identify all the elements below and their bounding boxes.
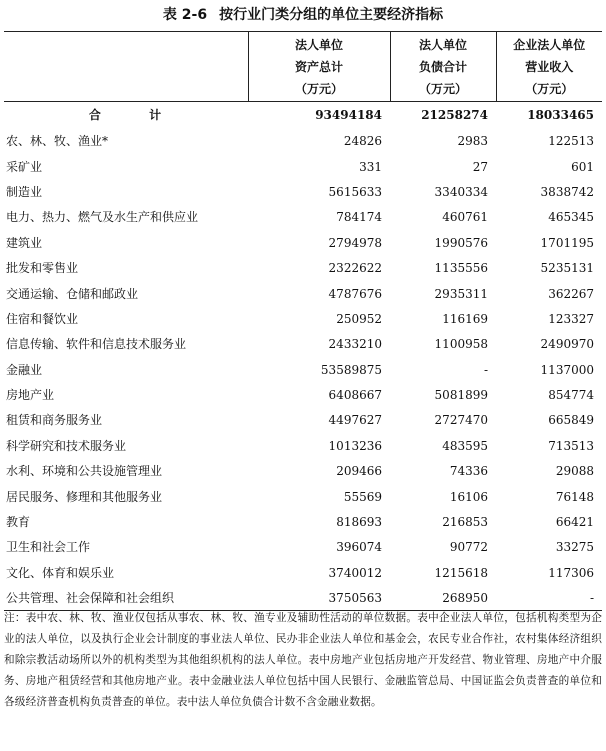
row-label: 建筑业 bbox=[6, 235, 43, 250]
value-cell: 713513 bbox=[548, 438, 594, 453]
value-cell: 331 bbox=[359, 159, 382, 174]
row-label: 住宿和餐饮业 bbox=[6, 311, 79, 326]
row-label: 制造业 bbox=[6, 184, 43, 199]
value-cell: 2322622 bbox=[328, 261, 382, 276]
table-header bbox=[4, 32, 602, 102]
table-row bbox=[4, 382, 602, 407]
value-cell: 116169 bbox=[442, 311, 488, 326]
row-label: 房地产业 bbox=[6, 388, 55, 403]
value-cell: 5615633 bbox=[328, 184, 382, 199]
table-title bbox=[0, 6, 606, 24]
table-row bbox=[4, 205, 602, 230]
row-label: 合 计 bbox=[88, 108, 184, 123]
value-cell: 209466 bbox=[336, 464, 382, 479]
value-cell: 33275 bbox=[555, 540, 594, 555]
value-cell: 53589875 bbox=[320, 362, 382, 377]
value-cell: - bbox=[483, 362, 488, 377]
value-cell: 5081899 bbox=[434, 388, 488, 403]
value-cell: 18033465 bbox=[527, 108, 594, 123]
value-cell: 1701195 bbox=[540, 235, 594, 250]
value-cell: 3838742 bbox=[540, 184, 594, 199]
value-cell: 1135556 bbox=[434, 261, 488, 276]
value-cell: 117306 bbox=[548, 565, 594, 580]
header-blank-cell bbox=[4, 32, 248, 102]
row-label: 采矿业 bbox=[6, 159, 43, 174]
value-cell: 21258274 bbox=[421, 108, 488, 123]
value-cell: 483595 bbox=[442, 438, 488, 453]
table-row bbox=[4, 459, 602, 484]
row-label: 租赁和商务服务业 bbox=[6, 413, 103, 428]
value-cell: 2490970 bbox=[540, 337, 594, 352]
table-row bbox=[4, 433, 602, 458]
value-cell: 4497627 bbox=[328, 413, 382, 428]
value-cell: 216853 bbox=[442, 515, 488, 530]
column-header-line: 营业收入 bbox=[525, 60, 574, 74]
table-row bbox=[4, 535, 602, 560]
value-cell: 2727470 bbox=[434, 413, 488, 428]
value-cell: 1215618 bbox=[434, 565, 488, 580]
value-cell: 16106 bbox=[449, 489, 488, 504]
column-header-unit: （万元） bbox=[525, 82, 574, 96]
value-cell: 268950 bbox=[390, 586, 496, 611]
table-body bbox=[4, 102, 602, 611]
value-cell: 66421 bbox=[555, 515, 594, 530]
value-cell: 5235131 bbox=[540, 261, 594, 276]
table-row bbox=[4, 509, 602, 534]
value-cell: 27 bbox=[472, 159, 488, 174]
row-label: 交通运输、仓储和邮政业 bbox=[6, 286, 139, 301]
value-cell: 3750563 bbox=[248, 586, 390, 611]
value-cell: 665849 bbox=[548, 413, 594, 428]
value-cell: 362267 bbox=[548, 286, 594, 301]
value-cell: 854774 bbox=[548, 388, 594, 403]
table-row bbox=[4, 255, 602, 280]
row-label: 农、林、牧、渔业* bbox=[6, 134, 109, 149]
row-label: 科学研究和技术服务业 bbox=[6, 438, 127, 453]
row-label: 金融业 bbox=[6, 362, 43, 377]
value-cell: 396074 bbox=[336, 540, 382, 555]
value-cell: 2433210 bbox=[328, 337, 382, 352]
row-label: 文化、体育和娱乐业 bbox=[6, 565, 115, 580]
table-row bbox=[4, 154, 602, 179]
value-cell: 2794978 bbox=[328, 235, 382, 250]
row-label: 水利、环境和公共设施管理业 bbox=[6, 464, 163, 479]
value-cell: 122513 bbox=[548, 134, 594, 149]
value-cell: 29088 bbox=[555, 464, 594, 479]
value-cell: 74336 bbox=[449, 464, 488, 479]
column-header-unit: （万元） bbox=[294, 82, 343, 96]
row-label: 电力、热力、燃气及水生产和供应业 bbox=[6, 210, 199, 225]
header-row bbox=[4, 32, 602, 102]
table-row bbox=[4, 179, 602, 204]
table-row bbox=[4, 306, 602, 331]
value-cell: 4787676 bbox=[328, 286, 382, 301]
value-cell: 76148 bbox=[555, 489, 594, 504]
column-header-line: 资产总计 bbox=[294, 60, 343, 74]
table-title-text: 按行业门类分组的单位主要经济指标 bbox=[219, 7, 444, 23]
table-row bbox=[4, 129, 602, 154]
footnote: 注：表中农、林、牧、渔业仅包括从事农、林、牧、渔专业及辅助性活动的单位数据。表中企业法人单位，包括机构类型为企业的法人单位，以及执行企业会计制度的事业法人单位、民办非企业法人单位和基金会，农民专业合作社，农村集体经济组织和除宗教活动场所以外的机构类型为其他组织机构的法人单位。表中房地产业包括房地产开发经营、物业管理、房地产中介服务、房地产租赁经营和其他房地产业。表中金融业法人单位包括中国人民银行、金融监管总局、中国证监会负责普查的单位和各级经济普查机构负责普查的单位。表中法人单位负债合计数不含金融业数据。 bbox=[4, 612, 602, 708]
table-row bbox=[4, 281, 602, 306]
row-label: 卫生和社会工作 bbox=[6, 540, 91, 555]
value-cell: 24826 bbox=[343, 134, 382, 149]
value-cell: 460761 bbox=[442, 210, 488, 225]
row-label: 公共管理、社会保障和社会组织 bbox=[4, 586, 248, 611]
value-cell: 55569 bbox=[343, 489, 382, 504]
table-row bbox=[4, 332, 602, 357]
table-row bbox=[4, 230, 602, 255]
value-cell: 250952 bbox=[336, 311, 382, 326]
value-cell: 1990576 bbox=[434, 235, 488, 250]
value-cell: 93494184 bbox=[315, 108, 382, 123]
column-header-line: 法人单位 bbox=[294, 38, 343, 52]
column-header-assets bbox=[248, 32, 390, 102]
total-row bbox=[4, 102, 602, 129]
column-header-line: 法人单位 bbox=[418, 38, 467, 52]
value-cell: 465345 bbox=[548, 210, 594, 225]
data-table bbox=[4, 31, 602, 611]
value-cell: 1100958 bbox=[434, 337, 488, 352]
table-number: 表 2-6 bbox=[162, 7, 208, 23]
value-cell: 3740012 bbox=[328, 565, 382, 580]
table-row bbox=[4, 484, 602, 509]
value-cell: 784174 bbox=[336, 210, 382, 225]
value-cell: 601 bbox=[571, 159, 594, 174]
column-header-liabilities bbox=[390, 32, 496, 102]
row-label: 信息传输、软件和信息技术服务业 bbox=[6, 337, 187, 352]
column-header-unit: （万元） bbox=[418, 82, 467, 96]
value-cell: 1137000 bbox=[540, 362, 594, 377]
row-label: 教育 bbox=[6, 515, 31, 530]
table-row bbox=[4, 408, 602, 433]
column-header-line: 负债合计 bbox=[418, 60, 467, 74]
value-cell: 2983 bbox=[457, 134, 488, 149]
column-header-revenue bbox=[496, 32, 602, 102]
table-row bbox=[4, 357, 602, 382]
value-cell: 2935311 bbox=[434, 286, 488, 301]
row-label: 居民服务、修理和其他服务业 bbox=[6, 489, 163, 504]
table-row bbox=[4, 560, 602, 585]
value-cell: 90772 bbox=[449, 540, 488, 555]
value-cell: 6408667 bbox=[328, 388, 382, 403]
column-header-line: 企业法人单位 bbox=[513, 38, 586, 52]
value-cell: 1013236 bbox=[328, 438, 382, 453]
value-cell: 818693 bbox=[336, 515, 382, 530]
value-cell: - bbox=[496, 586, 602, 611]
row-label: 批发和零售业 bbox=[6, 261, 79, 276]
value-cell: 123327 bbox=[548, 311, 594, 326]
value-cell: 3340334 bbox=[434, 184, 488, 199]
